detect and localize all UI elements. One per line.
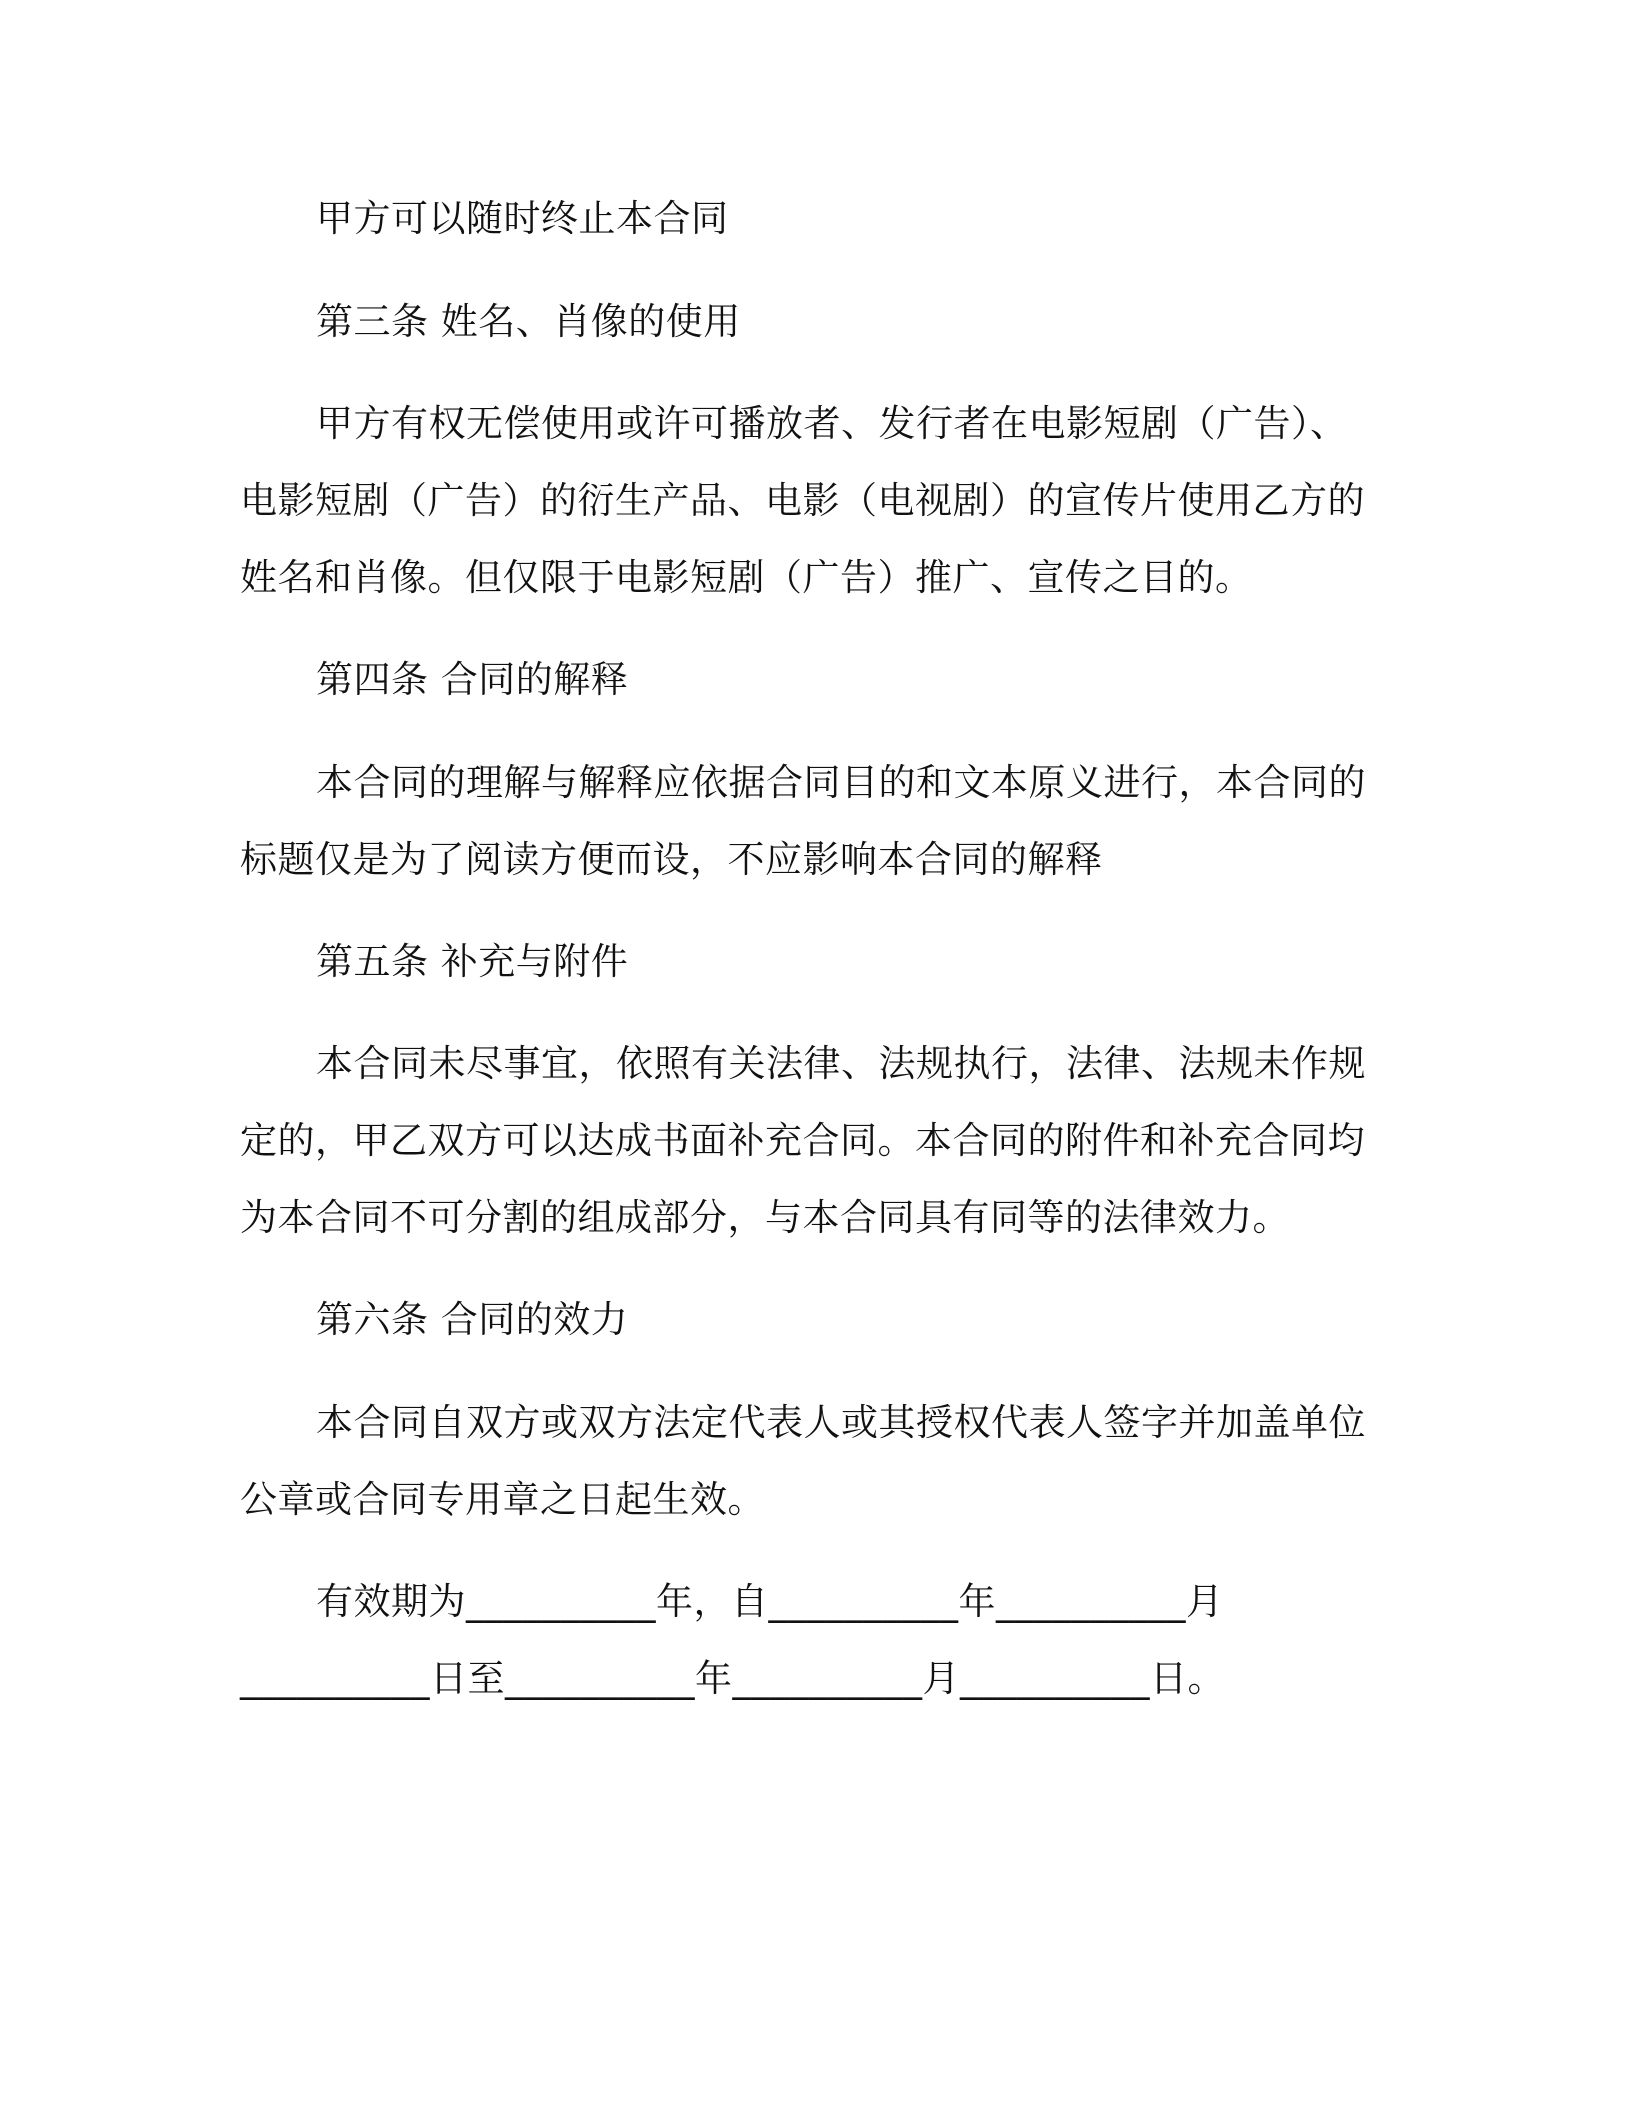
- heading-article-4: 第四条 合同的解释: [316, 658, 629, 701]
- article-6-line-1: 本合同自双方或双方法定代表人或其授权代表人签字并加盖单位: [316, 1401, 1366, 1444]
- article-5-line-3: 为本合同不可分割的组成部分，与本合同具有同等的法律效力。: [240, 1196, 1290, 1239]
- article-4-line-1: 本合同的理解与解释应依据合同目的和文本原义进行，本合同的: [316, 761, 1366, 804]
- validity-period-line-1: 有效期为__________年，自__________年__________月: [316, 1580, 1224, 1623]
- article-5-line-2: 定的，甲乙双方可以达成书面补充合同。本合同的附件和补充合同均: [240, 1119, 1365, 1162]
- article-4-line-2: 标题仅是为了阅读方便而设，不应影响本合同的解释: [240, 838, 1103, 881]
- article-5-line-1: 本合同未尽事宜，依照有关法律、法规执行，法律、法规未作规: [316, 1042, 1366, 1085]
- heading-article-5: 第五条 补充与附件: [316, 940, 629, 983]
- paragraph-termination: 甲方可以随时终止本合同: [316, 197, 729, 240]
- article-3-line-1: 甲方有权无偿使用或许可播放者、发行者在电影短剧（广告）、: [316, 402, 1348, 445]
- article-6-line-2: 公章或合同专用章之日起生效。: [240, 1478, 765, 1521]
- article-3-line-2: 电影短剧（广告）的衍生产品、电影（电视剧）的宣传片使用乙方的: [240, 479, 1365, 522]
- heading-article-6: 第六条 合同的效力: [316, 1298, 629, 1341]
- article-3-line-3: 姓名和肖像。但仅限于电影短剧（广告）推广、宣传之目的。: [240, 556, 1253, 599]
- heading-article-3: 第三条 姓名、肖像的使用: [316, 300, 741, 343]
- validity-period-line-2: __________日至__________年__________月__________日。: [240, 1657, 1225, 1700]
